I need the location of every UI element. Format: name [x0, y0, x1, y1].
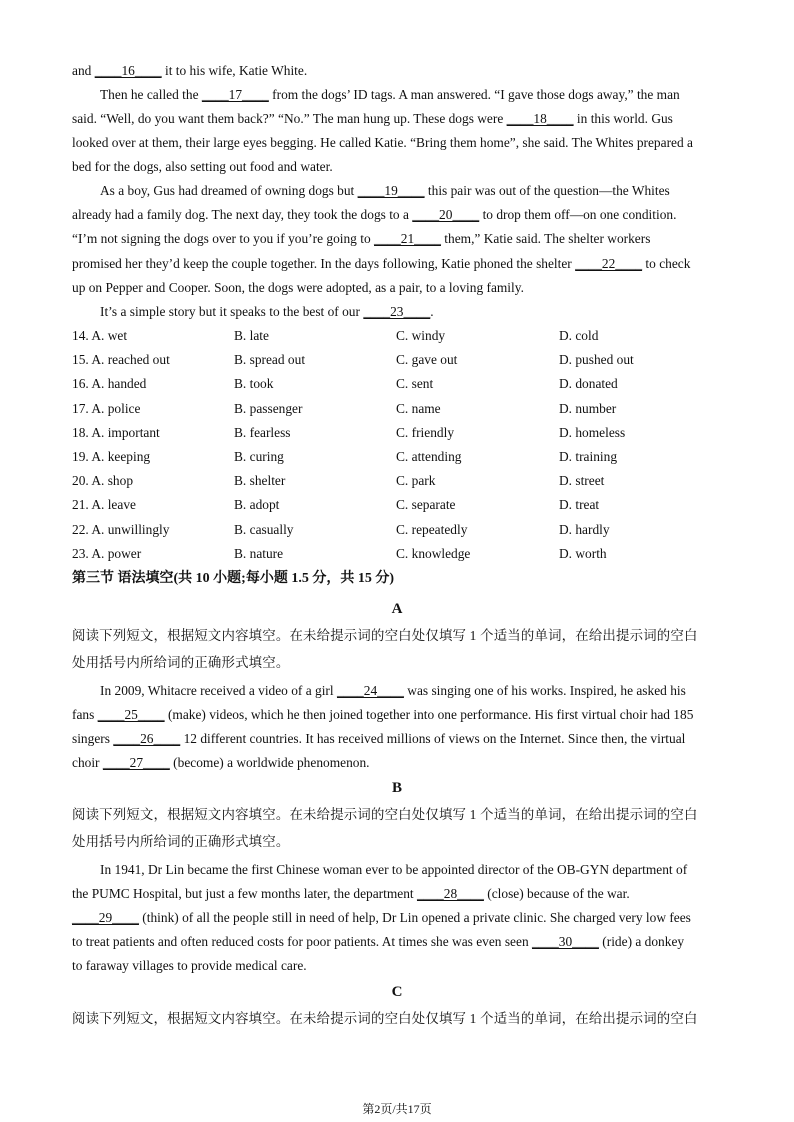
passage-line — [72, 158, 722, 176]
option-choice: C. knowledge — [396, 545, 471, 561]
answer-blank: ____30____ — [531, 934, 599, 949]
option-choice: 16. A. handed — [72, 376, 147, 392]
option-choice: D. treat — [559, 497, 600, 513]
question-options-row — [72, 472, 722, 490]
part-a-line — [72, 730, 722, 748]
question-options-row — [72, 448, 722, 466]
passage-line — [72, 134, 722, 152]
option-choice: C. park — [396, 473, 436, 489]
question-options-row — [72, 351, 722, 369]
part-b-line — [72, 933, 722, 951]
text-segment: this pair was out of the question—the Whites — [424, 183, 670, 198]
option-choice: B. passenger — [234, 400, 303, 416]
passage-line — [72, 110, 722, 128]
question-options-row — [72, 496, 722, 514]
option-choice: 23. A. power — [72, 545, 142, 561]
text-segment: (think) of all the people still in need of help, Dr Lin opened a private clinic. She charged very low fees — [138, 910, 691, 925]
text-segment: “I’m not signing the dogs over to you if you’re going to — [72, 231, 374, 246]
instructions-line-2: 处用括号内所给词的正确形式填空。 — [72, 834, 290, 849]
text-segment: In 2009, Whitacre received a video of a girl — [100, 683, 337, 698]
option-choice: B. curing — [234, 449, 284, 464]
passage-line — [100, 86, 750, 104]
option-choice: D. donated — [559, 376, 618, 392]
passage-line — [72, 255, 722, 273]
text-segment: to check — [642, 256, 691, 271]
answer-blank: ____25____ — [97, 707, 165, 722]
option-choice: 19. A. keeping — [72, 449, 151, 464]
option-choice: 21. A. leave — [72, 497, 136, 513]
option-choice: 17. A. police — [72, 400, 141, 416]
passage-line — [100, 182, 750, 200]
answer-blank: ____28____ — [416, 886, 484, 901]
option-choice: C. gave out — [396, 352, 458, 368]
part-b-line — [72, 885, 722, 903]
option-choice: D. hardly — [559, 521, 610, 537]
text-segment: (ride) a donkey — [598, 934, 685, 949]
text-segment: the PUMC Hospital, but just a few months later, the department — [72, 886, 417, 901]
answer-blank: ____27____ — [102, 755, 170, 770]
text-segment: In 1941, Dr Lin became the first Chinese woman ever to be appointed director of the OB-GYN department of — [100, 862, 688, 877]
part-a-line — [72, 706, 722, 724]
question-options-row — [72, 424, 722, 442]
option-choice: C. friendly — [396, 424, 455, 440]
question-options-row — [72, 521, 722, 539]
option-choice: 20. A. shop — [72, 473, 134, 489]
answer-blank: ____16____ — [94, 63, 162, 78]
option-choice: B. spread out — [234, 352, 306, 368]
instructions-line-1: 阅读下列短文，根据短文内容填空。在未给提示词的空白处仅填写 1 个适当的单词，在给出提示词的空白 — [72, 628, 698, 643]
part-a-heading: A — [391, 601, 403, 617]
passage-line — [72, 230, 722, 248]
text-segment: to treat patients and often reduced costs for poor patients. At times she was even seen — [72, 934, 532, 949]
option-choice: B. fearless — [234, 424, 291, 440]
instructions-line-1: 阅读下列短文，根据短文内容填空。在未给提示词的空白处仅填写 1 个适当的单词，在给出提示词的空白 — [72, 807, 698, 822]
passage-line — [100, 303, 750, 321]
text-segment: up on Pepper and Cooper. Soon, the dogs were adopted, as a pair, to a loving family. — [72, 280, 524, 295]
text-segment: promised her they’d keep the couple together. In the days following, Katie phoned the shelter — [72, 256, 576, 271]
option-choice: C. sent — [396, 376, 434, 392]
option-choice: B. adopt — [234, 497, 280, 513]
answer-blank: ____26____ — [113, 731, 181, 746]
text-segment: As a boy, Gus had dreamed of owning dogs but — [100, 183, 358, 198]
option-choice: D. homeless — [559, 424, 626, 440]
option-choice: B. late — [234, 328, 269, 343]
text-segment: choir — [72, 755, 103, 770]
option-choice: C. name — [396, 400, 441, 416]
answer-blank: ____17____ — [201, 87, 269, 102]
question-options-row — [72, 545, 722, 563]
option-choice: C. attending — [396, 449, 462, 464]
answer-blank: ____29____ — [72, 910, 139, 925]
part-b-line — [72, 909, 722, 927]
page-footer: 第2页/共17页 — [362, 1102, 432, 1116]
section-title: 第三节 语法填空(共 10 小题;每小题 1.5 分，共 15 分) — [72, 571, 394, 586]
text-segment: (become) a worldwide phenomenon. — [169, 755, 370, 770]
instructions-line-2: 处用括号内所给词的正确形式填空。 — [72, 655, 290, 670]
part-b-line — [72, 957, 722, 975]
answer-blank: ____24____ — [336, 683, 404, 698]
part-b-line — [100, 861, 750, 879]
part-b-heading: B — [391, 780, 402, 796]
text-segment: said. “Well, do you want them back?” “No.” The man hung up. These dogs were — [72, 111, 507, 126]
option-choice: D. number — [559, 400, 617, 416]
text-segment: 12 different countries. It has received millions of views on the Internet. Since then, the virtual — [180, 731, 686, 746]
option-choice: C. repeatedly — [396, 521, 468, 537]
text-segment: singers — [72, 731, 114, 746]
option-choice: B. took — [234, 376, 274, 392]
answer-blank: ____18____ — [506, 111, 574, 126]
text-segment: from the dogs’ ID tags. A man answered. “I gave those dogs away,” the man — [268, 87, 680, 102]
option-choice: D. cold — [559, 328, 599, 343]
option-choice: D. pushed out — [559, 352, 634, 368]
text-segment: (make) videos, which he then joined together into one performance. His first virtual choir had 185 — [164, 707, 694, 722]
option-choice: D. worth — [559, 545, 607, 561]
passage-line — [72, 206, 722, 224]
text-segment: fans — [72, 707, 98, 722]
option-choice: B. shelter — [234, 473, 286, 489]
instructions-line-1: 阅读下列短文，根据短文内容填空。在未给提示词的空白处仅填写 1 个适当的单词，在给出提示词的空白 — [72, 1011, 698, 1026]
text-segment: (close) because of the war. — [483, 886, 630, 901]
text-segment: looked over at them, their large eyes begging. He called Katie. “Bring them home”, she said. The Whites prepared a — [72, 135, 693, 150]
text-segment: already had a family dog. The next day, they took the dogs to a — [72, 207, 413, 222]
text-segment: bed for the dogs, also setting out food and water. — [72, 159, 333, 174]
answer-blank: ____22____ — [575, 256, 643, 271]
question-options-row — [72, 400, 722, 418]
text-segment: them,” Katie said. The shelter workers — [440, 231, 651, 246]
option-choice: B. casually — [234, 521, 294, 537]
option-choice: C. separate — [396, 497, 456, 513]
question-options-row — [72, 375, 722, 393]
answer-blank: ____20____ — [412, 207, 480, 222]
option-choice: B. nature — [234, 545, 284, 561]
option-choice: 18. A. important — [72, 424, 160, 440]
passage-line — [72, 279, 722, 297]
option-choice: D. training — [559, 449, 618, 464]
answer-blank: ____21____ — [374, 231, 441, 246]
text-segment: It’s a simple story but it speaks to the best of our — [100, 304, 364, 319]
part-a-line — [72, 754, 722, 772]
answer-blank: ____19____ — [357, 183, 425, 198]
part-a-line — [100, 682, 750, 700]
text-segment: Then he called the — [100, 87, 202, 102]
option-choice: 14. A. wet — [72, 328, 128, 343]
text-segment: and — [72, 63, 95, 78]
text-segment: was singing one of his works. Inspired, he asked his — [403, 683, 686, 698]
question-options-row — [72, 327, 722, 345]
option-choice: 15. A. reached out — [72, 352, 170, 368]
option-choice: C. windy — [396, 328, 446, 343]
answer-blank: ____23____ — [363, 304, 431, 319]
passage-line — [72, 62, 722, 80]
option-choice: 22. A. unwillingly — [72, 521, 170, 537]
text-segment: to drop them off—on one condition. — [479, 207, 677, 222]
text-segment: . — [430, 304, 434, 319]
part-c-heading: C — [391, 984, 403, 1000]
text-segment: in this world. Gus — [573, 111, 673, 126]
option-choice: D. street — [559, 473, 605, 489]
text-segment: to faraway villages to provide medical care. — [72, 958, 307, 973]
text-segment: it to his wife, Katie White. — [161, 63, 308, 78]
